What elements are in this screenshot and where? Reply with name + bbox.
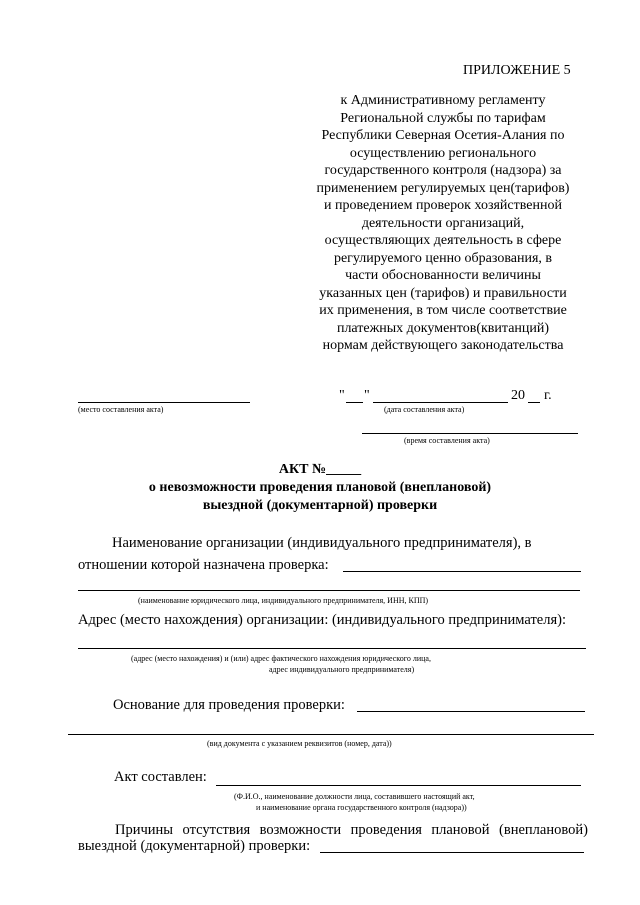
regulation-reference-line: их применения, в том числе соответствие: [319, 303, 567, 318]
basis-field-line2: [68, 734, 594, 735]
reasons-word: проведения: [350, 822, 422, 838]
reasons-field-line: [320, 852, 584, 853]
regulation-reference-line: части обоснованности величины: [345, 268, 541, 283]
quote-open: ": [339, 388, 345, 403]
place-line: [78, 402, 250, 403]
act-title: АКТ №_____: [278, 462, 362, 477]
basis-label: Основание для проведения проверки:: [113, 697, 345, 713]
address-field-line: [78, 648, 586, 649]
time-line: [362, 433, 578, 434]
appendix-number: ПРИЛОЖЕНИЕ 5: [463, 63, 571, 78]
address-caption-1: (адрес (место нахождения) и (или) адрес фактического нахождения юридического лица,: [131, 654, 431, 663]
place-caption: (место составления акта): [78, 405, 164, 414]
regulation-reference-line: осуществляющих деятельность в сфере: [324, 233, 562, 248]
regulation-reference-line: государственного контроля (надзора) за: [324, 163, 562, 178]
compiled-field-line: [216, 785, 581, 786]
reasons-label-line1: [78, 822, 588, 839]
regulation-reference-line: применением регулируемых цен(тарифов): [316, 180, 570, 196]
reasons-word: отсутствия: [182, 822, 251, 838]
org-label-line1: Наименование организации (индивидуального предпринимателя), в: [112, 535, 532, 551]
quote-close: ": [364, 388, 370, 403]
day-line: [346, 402, 363, 403]
regulation-reference-line: нормам действующего законодательства: [322, 338, 564, 353]
regulation-reference-line: и проведением проверок хозяйственной: [324, 198, 562, 213]
regulation-reference-line: Республики Северная Осетия-Алания по: [321, 128, 565, 143]
basis-caption: (вид документа с указанием реквизитов (номер, дата)): [207, 739, 392, 748]
reasons-label-line2: выездной (документарной) проверки:: [78, 838, 311, 854]
regulation-reference-line: деятельности организаций,: [361, 215, 525, 231]
act-subtitle-2: выездной (документарной) проверки: [202, 498, 438, 513]
act-subtitle-1: о невозможности проведения плановой (внеплановой): [148, 480, 492, 495]
regulation-reference-line: осуществлению регионального: [349, 145, 537, 161]
month-line: [373, 402, 508, 403]
regulation-reference-line: Региональной службы по тарифам: [340, 110, 546, 126]
regulation-reference-line: платежных документов(квитанций): [336, 320, 550, 336]
reasons-word: Причины: [115, 822, 174, 838]
reasons-word: (внеплановой): [499, 822, 588, 838]
org-label-line2: отношении которой назначена проверка:: [78, 557, 329, 573]
date-caption: (дата составления акта): [384, 405, 465, 414]
regulation-reference-line: к Административному регламенту: [340, 93, 546, 108]
compiled-label: Акт составлен:: [114, 769, 207, 785]
org-caption: (наименование юридического лица, индивидуального предпринимателя, ИНН, КПП): [138, 596, 429, 605]
regulation-reference-line: указанных цен (тарифов) и правильности: [319, 285, 567, 301]
year-line: [528, 402, 540, 403]
compiled-caption-1: (Ф.И.О., наименование должности лица, составившего настоящий акт,: [234, 792, 475, 801]
regulation-reference-line: регулируемого ценно образования, в: [333, 250, 553, 266]
year-suffix: г.: [544, 388, 552, 403]
reasons-word: возможности: [259, 822, 342, 838]
time-caption: (время составления акта): [404, 436, 490, 445]
org-field-line1: [343, 571, 581, 572]
address-label: Адрес (место нахождения) организации: (индивидуального предпринимателя):: [78, 612, 566, 628]
basis-field-line1: [357, 711, 585, 712]
regulation-reference: [296, 92, 590, 355]
org-field-line2: [78, 590, 580, 591]
year-prefix: 20: [511, 388, 525, 403]
address-caption-2: адрес индивидуального предпринимателя): [269, 665, 415, 674]
compiled-caption-2: и наименование органа государственного контроля (надзора)): [256, 803, 467, 812]
reasons-word: плановой: [431, 822, 490, 838]
